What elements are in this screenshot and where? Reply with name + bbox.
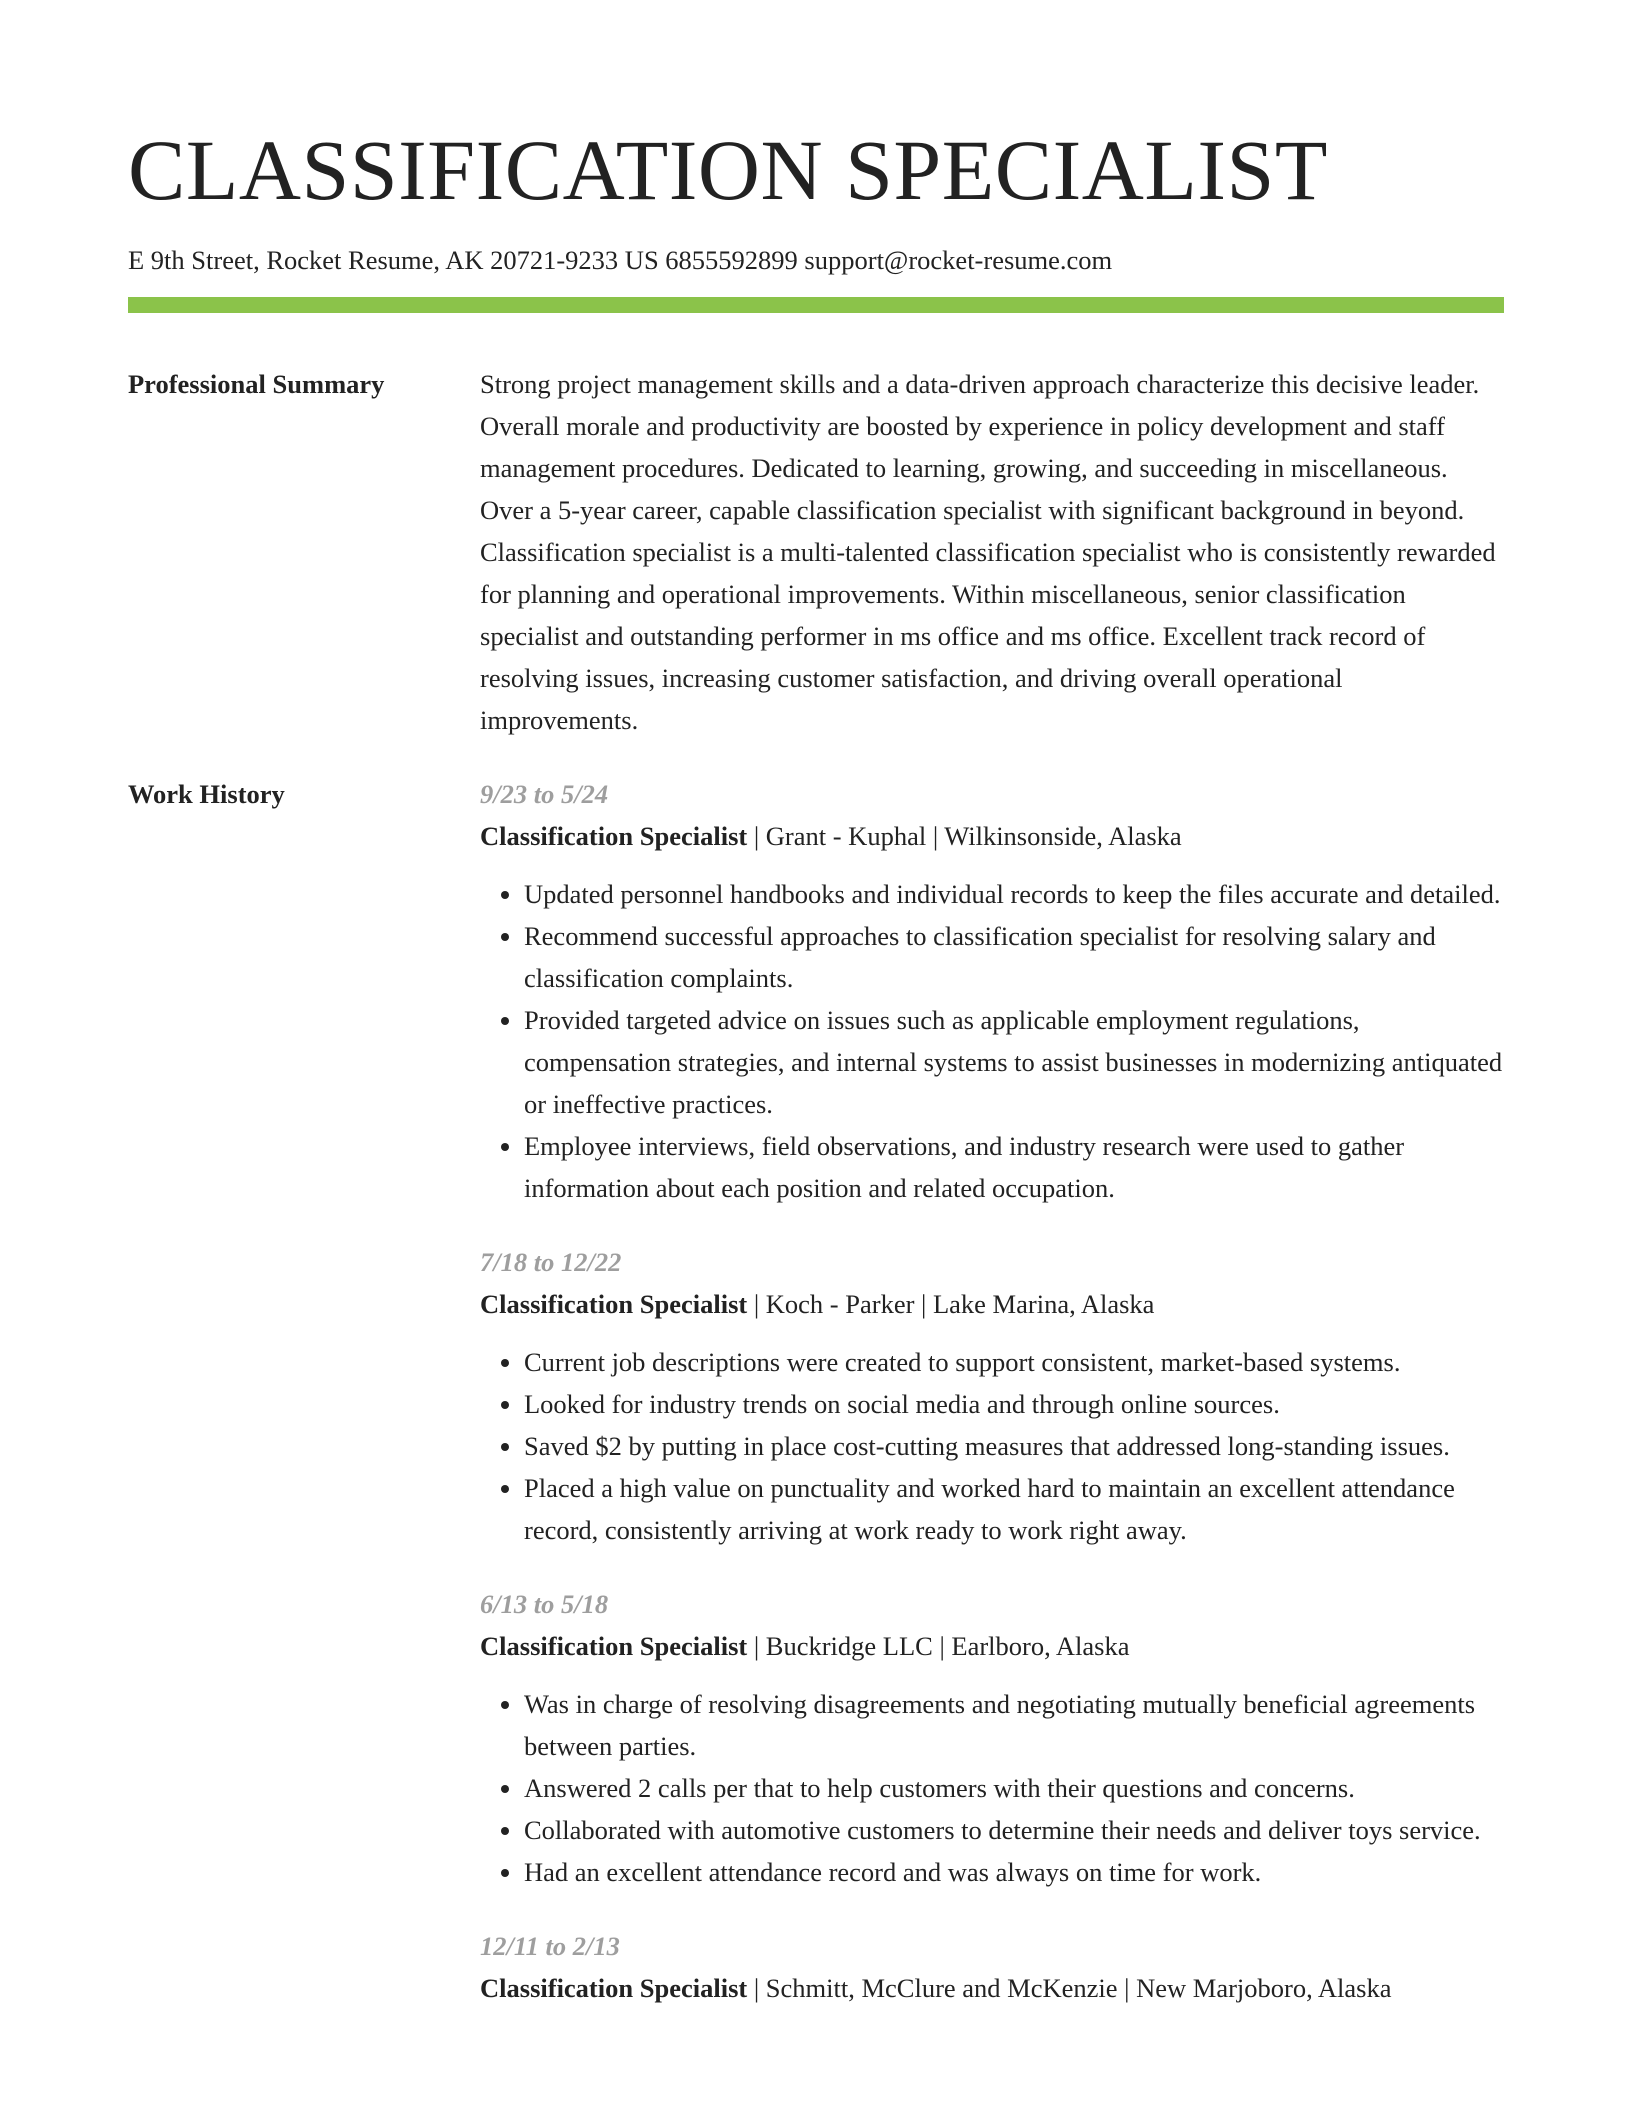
work-history-heading: Work History bbox=[128, 779, 285, 809]
job-entry bbox=[480, 1241, 1504, 1551]
job-dates: 9/23 to 5/24 bbox=[480, 779, 609, 809]
job-details: | Schmitt, McClure and McKenzie | New Marjoboro, Alaska bbox=[747, 1973, 1392, 2003]
duty-item: • Current job descriptions were created to support consistent, market-based systems. bbox=[524, 1341, 1504, 1383]
summary-heading: Professional Summary bbox=[128, 369, 385, 399]
contact-line: E 9th Street, Rocket Resume, AK 20721-9233 US 6855592899 support@rocket-resume.com bbox=[128, 245, 1113, 275]
header-divider bbox=[128, 297, 1504, 313]
duty-item: • Was in charge of resolving disagreements and negotiating mutually beneficial agreements between parties. bbox=[524, 1683, 1504, 1767]
job-heading bbox=[480, 1625, 1504, 1667]
resume-page bbox=[128, 0, 1504, 2041]
job-duties bbox=[480, 873, 1504, 1209]
job-details: | Grant - Kuphal | Wilkinsonside, Alaska bbox=[747, 821, 1182, 851]
job-details: | Koch - Parker | Lake Marina, Alaska bbox=[747, 1289, 1155, 1319]
job-heading bbox=[480, 1283, 1504, 1325]
job-duties bbox=[480, 1341, 1504, 1551]
job-details: | Buckridge LLC | Earlboro, Alaska bbox=[747, 1631, 1130, 1661]
job-title: Classification Specialist bbox=[480, 1289, 748, 1319]
job-duties bbox=[480, 1683, 1504, 1893]
job-dates: 7/18 to 12/22 bbox=[480, 1247, 622, 1277]
duty-item: • Provided targeted advice on issues such as applicable employment regulations, compensation strategies, and internal systems to assist businesses in modernizing antiquated or ineffective practices. bbox=[524, 999, 1504, 1125]
resume-title: CLASSIFICATION SPECIALIST bbox=[128, 122, 1328, 218]
job-dates: 12/11 to 2/13 bbox=[480, 1931, 620, 1961]
job-heading bbox=[480, 815, 1504, 857]
job-entry bbox=[480, 773, 1504, 1209]
summary-content bbox=[480, 363, 1504, 741]
work-history-content bbox=[480, 773, 1504, 2041]
duty-item: • Employee interviews, field observations, and industry research were used to gather information about each position and related occupation. bbox=[524, 1125, 1504, 1209]
job-heading bbox=[480, 1967, 1504, 2009]
duty-item: • Had an excellent attendance record and was always on time for work. bbox=[524, 1851, 1504, 1893]
duty-item: • Collaborated with automotive customers to determine their needs and deliver toys service. bbox=[524, 1809, 1504, 1851]
job-entry bbox=[480, 1583, 1504, 1893]
job-title: Classification Specialist bbox=[480, 821, 748, 851]
duty-item: • Updated personnel handbooks and individual records to keep the files accurate and detailed. bbox=[524, 873, 1504, 915]
duty-item: • Recommend successful approaches to classification specialist for resolving salary and classification complaints. bbox=[524, 915, 1504, 999]
job-entry bbox=[480, 1925, 1504, 2009]
job-dates: 6/13 to 5/18 bbox=[480, 1589, 609, 1619]
duty-item: • Placed a high value on punctuality and worked hard to maintain an excellent attendance record, consistently arriving at work ready to work right away. bbox=[524, 1467, 1504, 1551]
duty-item: • Answered 2 calls per that to help customers with their questions and concerns. bbox=[524, 1767, 1504, 1809]
duty-item: • Looked for industry trends on social media and through online sources. bbox=[524, 1383, 1504, 1425]
duty-item: • Saved $2 by putting in place cost-cutting measures that addressed long-standing issues. bbox=[524, 1425, 1504, 1467]
job-title: Classification Specialist bbox=[480, 1973, 748, 2003]
job-title: Classification Specialist bbox=[480, 1631, 748, 1661]
summary-text: Strong project management skills and a data-driven approach characterize this decisive leader. Overall morale and productivity are boosted by experience in policy development and staff management procedures. Dedicated to learning, growing, and succeeding in miscellaneous. Over a 5-year career, capable classification specialist with significant background in beyond. Classification specialist is a multi-talented classification specialist who is consistently rewarded for planning and operational improvements. Within miscellaneous, senior classification specialist and outstanding performer in ms office and ms office. Excellent track record of resolving issues, increasing customer satisfaction, and driving overall operational improvements. bbox=[480, 369, 1496, 735]
work-history-section bbox=[128, 773, 1504, 2041]
summary-section bbox=[128, 363, 1504, 741]
